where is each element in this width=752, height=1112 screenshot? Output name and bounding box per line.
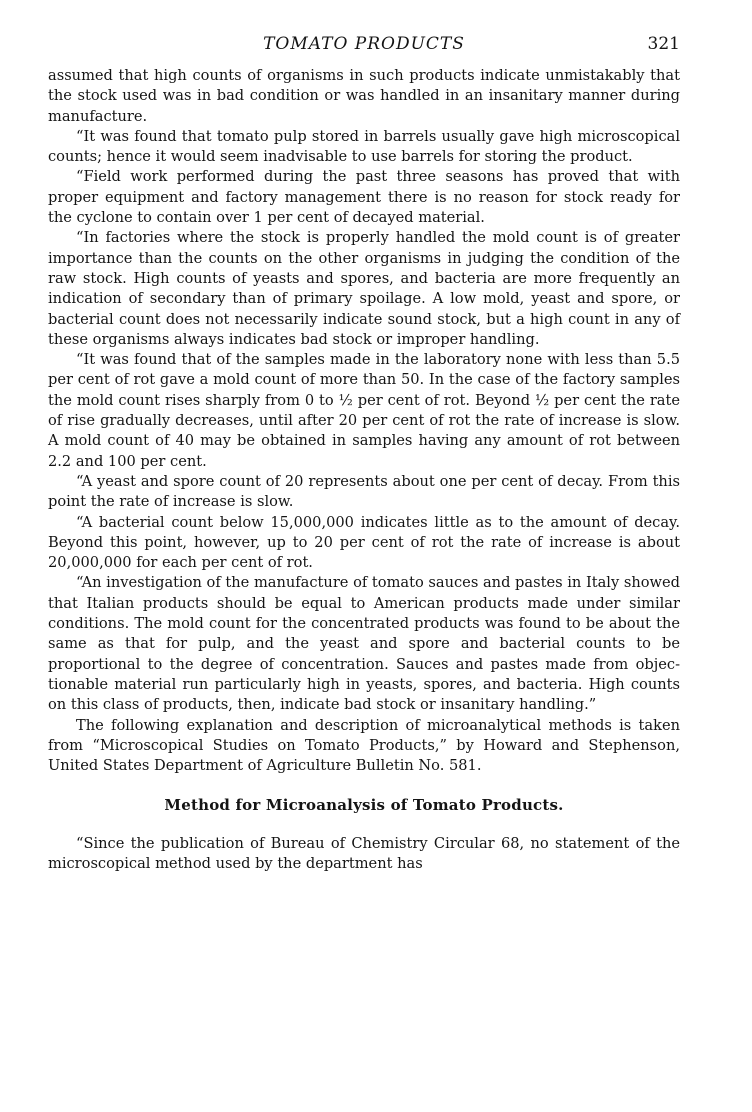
paragraph: The following explanation and description of microanalytical methods is taken from “Microscopical Studies on Tomato Products,” by Howard and Stephenson, United States Department of Agriculture Bulletin No. 581.: [48, 716, 680, 775]
paragraph: “Field work performed during the past three seasons has proved that with proper equipment and factory management there is no reason for stock ready for the cyclone to contain over 1 per cent of decayed material.: [48, 168, 680, 227]
paragraph: assumed that high counts of organisms in such products indicate unmistakably that the stock used was in bad condition or was handled in an insanitary manner during manufacture.: [48, 67, 680, 125]
section-heading: Method for Microanalysis of Tomato Products.: [164, 796, 564, 815]
body-text: [48, 66, 680, 874]
running-head: [48, 34, 680, 58]
paragraph: “A bacterial count below 15,000,000 indicates little as to the amount of decay. Beyond this point, however, up to 20 per cent of rot the rate of increase is about 20,000,000 for each per cent of rot.: [48, 513, 680, 572]
page-number: 321: [647, 34, 680, 54]
paragraph: “In factories where the stock is properly handled the mold count is of greater importance than the counts on the other organisms in judging the condition of the raw stock. High counts of yeasts and spores, and bacteria are more frequently an indication of secondary than of primary spoilage. A low mold, yeast and spore, or bacterial count does not necessarily indicate sound stock, but a high count in any of these organisms always indicates bad stock or improper handling.: [48, 229, 680, 348]
paragraph: “Since the publication of Bureau of Chemistry Circular 68, no statement of the microscopical method used by the department has: [48, 834, 680, 872]
paragraph: “It was found that tomato pulp stored in barrels usually gave high microscopical counts; hence it would seem inadvisable to use barrels for storing the product.: [48, 127, 680, 166]
running-title: TOMATO PRODUCTS: [263, 34, 465, 54]
paragraph: “A yeast and spore count of 20 represents about one per cent of decay. From this point the rate of increase is slow.: [48, 472, 680, 511]
paragraph: “It was found that of the samples made in the laboratory none with less than 5.5 per cent of rot gave a mold count of more than 50. In the case of the factory samples the mold count rises sharply from 0 to ½ per cent of rot. Beyond ½ per cent the rate of rise gradually decreases, until after 20 per cent of rot the rate of increase is slow. A mold count of 40 may be obtained in samples having any amount of rot between 2.2 and 100 per cent.: [48, 351, 680, 470]
book-page: [48, 34, 680, 874]
paragraph: “An investigation of the manufacture of tomato sauces and pastes in Italy showed that Italian products should be equal to American products made under similar conditions. The mold count for the concentrated products was found to be about the same as that for pulp, and the yeast and spore and bacterial counts to be proportional to the degree of concentration. Sauces and pastes made from objectionable material run particularly high in yeasts, spores, and bacteria. High counts on this class of products, then, indicate bad stock or insanitary handling.”: [48, 574, 680, 714]
